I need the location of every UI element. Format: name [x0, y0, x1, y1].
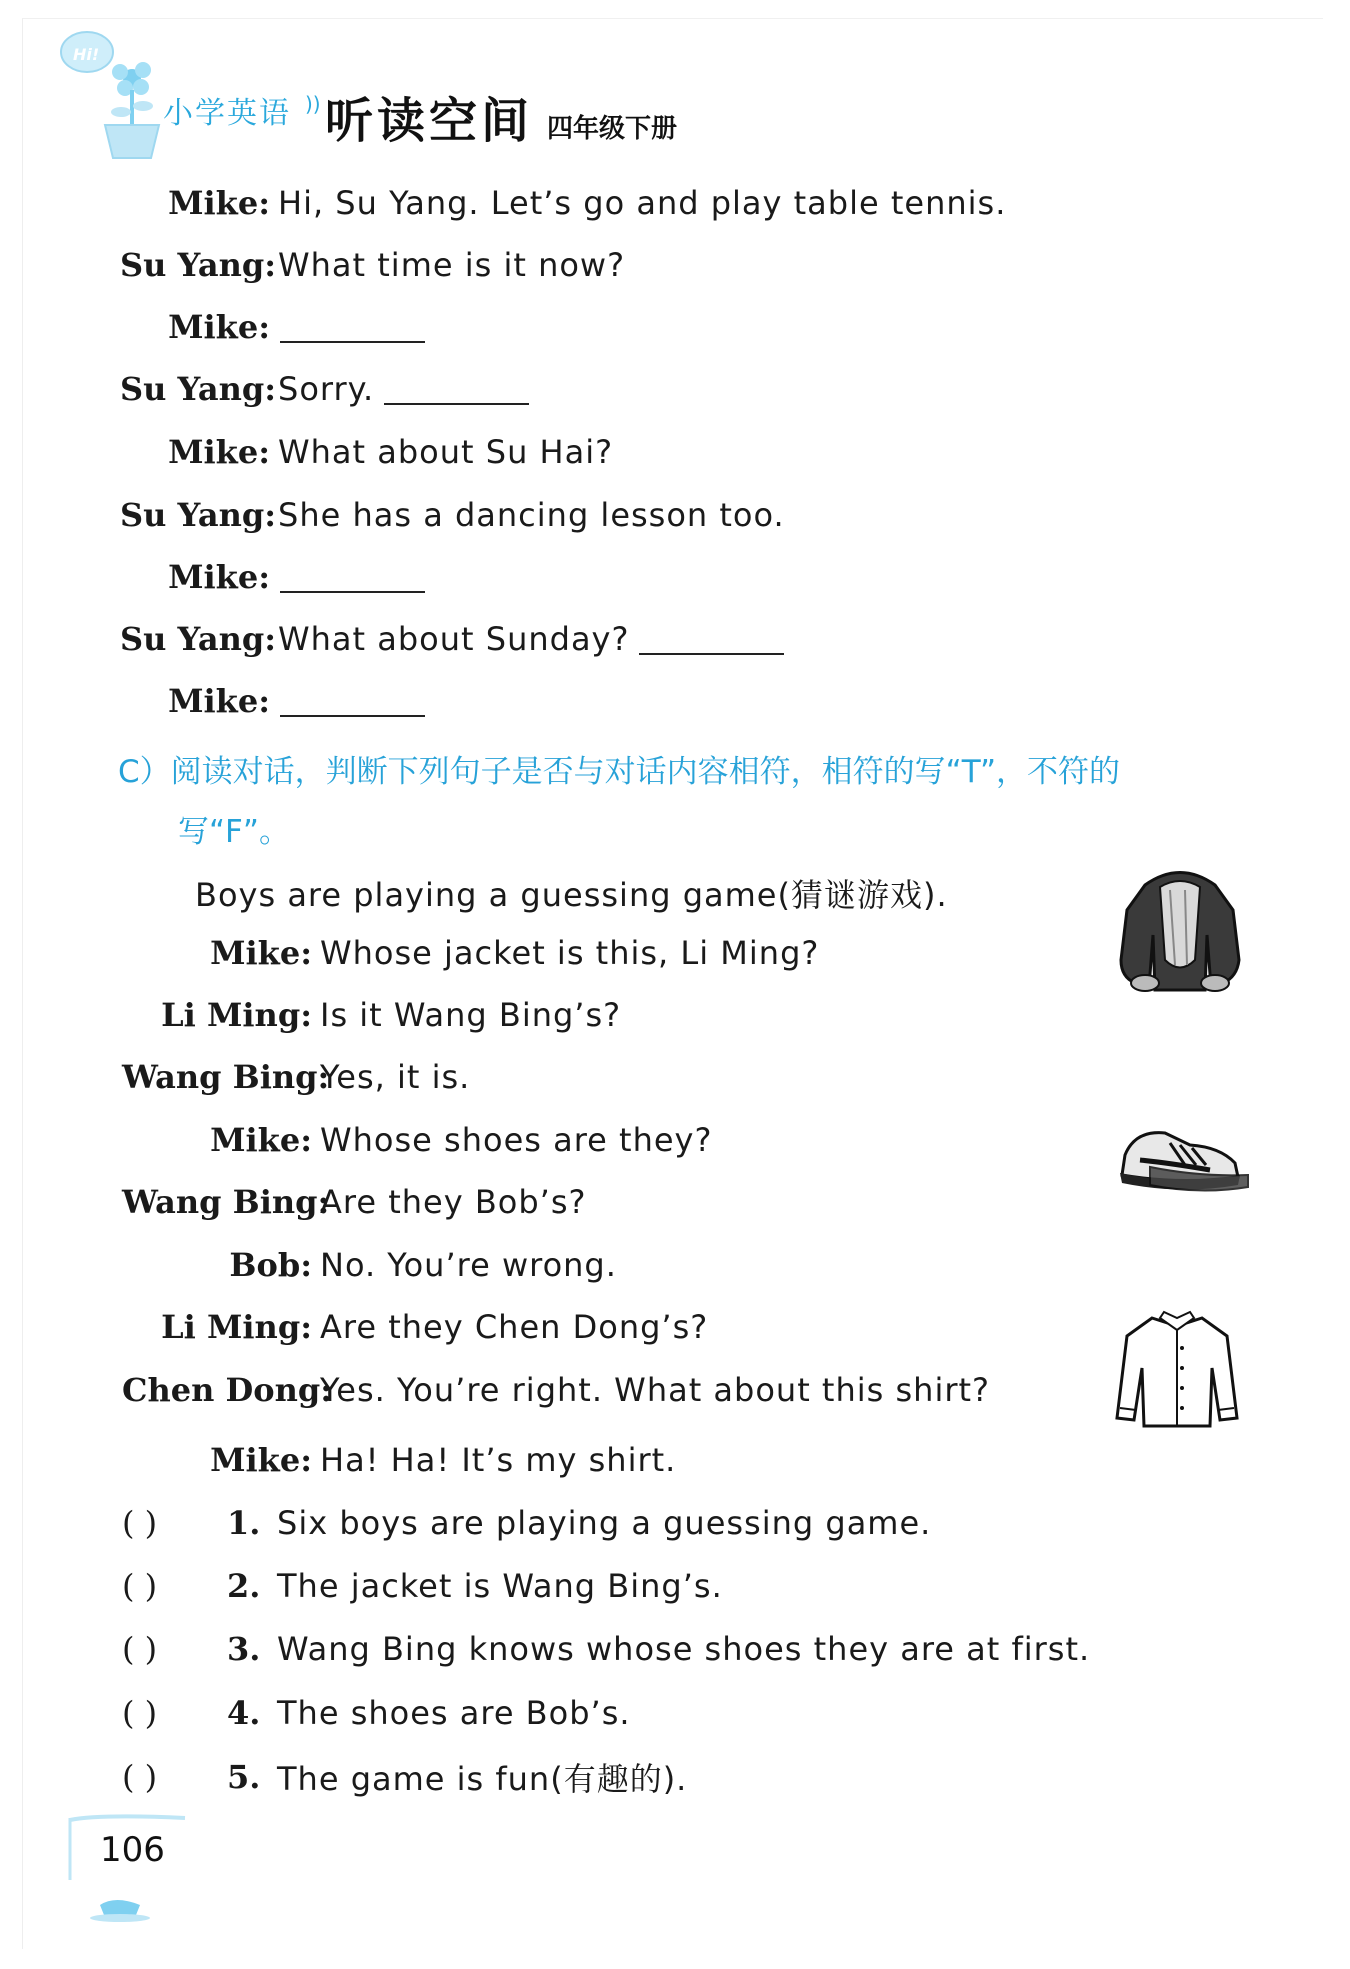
answer-parentheses[interactable]: ( ) — [122, 1567, 158, 1605]
speech-text: Is it Wang Bing’s? — [320, 996, 622, 1034]
answer-blank[interactable] — [280, 685, 425, 717]
speaker: Su Yang: — [120, 496, 277, 534]
question-text: Wang Bing knows whose shoes they are at first. — [277, 1630, 1091, 1668]
page-number-decoration — [60, 1810, 200, 1930]
question-number: 5. — [227, 1758, 261, 1796]
question-item — [122, 1561, 723, 1611]
speaker: Mike: — [168, 433, 270, 471]
speech-text: Sorry. — [278, 370, 375, 408]
game-intro: Boys are playing a guessing game(猜谜游戏). — [195, 876, 948, 914]
speaker: Chen Dong: — [122, 1371, 333, 1409]
speaker: Mike: — [168, 682, 270, 720]
speech-text: What time is it now? — [278, 246, 626, 284]
speaker: Mike: — [168, 308, 270, 346]
question-number: 3. — [227, 1630, 261, 1668]
speech-text: She has a dancing lesson too. — [278, 496, 785, 534]
dialogue-line — [120, 364, 529, 414]
shoes-icon — [1110, 1115, 1250, 1200]
answer-blank[interactable] — [280, 561, 425, 593]
speech-text: Whose jacket is this, Li Ming? — [320, 934, 820, 972]
speaker: Wang Bing: — [122, 1183, 330, 1221]
grade-label: 四年级下册 — [547, 114, 678, 144]
series-subtitle: 小学英语 — [163, 96, 291, 131]
dialogue-line — [120, 552, 425, 602]
dialogue-line — [120, 427, 613, 477]
dialogue-line — [122, 1052, 470, 1102]
speaker: Mike: — [210, 934, 312, 972]
speaker: Li Ming: — [161, 1308, 312, 1346]
question-item — [122, 1624, 1090, 1674]
speech-text: Whose shoes are they? — [320, 1121, 713, 1159]
question-text: Six boys are playing a guessing game. — [277, 1504, 932, 1542]
speaker: Bob: — [229, 1246, 312, 1284]
answer-parentheses[interactable]: ( ) — [122, 1504, 158, 1542]
answer-blank[interactable] — [384, 373, 529, 405]
instruction-line: C）阅读对话，判断下列句子是否与对话内容相符，相符的写“T”，不符的 — [118, 754, 1121, 790]
speech-text: Yes, it is. — [320, 1058, 471, 1096]
question-text: The game is fun(有趣的). — [277, 1760, 688, 1798]
dialogue-line — [120, 240, 625, 290]
question-item — [122, 1752, 687, 1802]
dialogue-line — [120, 302, 425, 352]
speaker: Su Yang: — [120, 370, 277, 408]
answer-blank[interactable] — [639, 623, 784, 655]
dialogue-line — [120, 614, 784, 664]
dialogue-line — [122, 1177, 587, 1227]
dialogue-line — [120, 178, 1006, 228]
dialogue-line — [122, 928, 819, 978]
shirt-icon — [1112, 1308, 1242, 1433]
speaker: Mike: — [168, 558, 270, 596]
question-number: 2. — [227, 1567, 261, 1605]
page-header — [55, 30, 775, 160]
answer-parentheses[interactable]: ( ) — [122, 1694, 158, 1732]
speech-text: What about Sunday? — [278, 620, 630, 658]
answer-parentheses[interactable]: ( ) — [122, 1758, 158, 1796]
answer-parentheses[interactable]: ( ) — [122, 1630, 158, 1668]
speaker: Mike: — [210, 1121, 312, 1159]
speaker: Su Yang: — [120, 246, 277, 284]
answer-blank[interactable] — [280, 311, 425, 343]
question-text: The jacket is Wang Bing’s. — [277, 1567, 723, 1605]
speaker: Li Ming: — [161, 996, 312, 1034]
jacket-icon — [1115, 865, 1245, 1000]
speaker: Mike: — [210, 1441, 312, 1479]
flower-pot-icon — [55, 30, 175, 160]
speech-text: Are they Bob’s? — [320, 1183, 587, 1221]
question-item — [122, 1688, 631, 1738]
speaker: Su Yang: — [120, 620, 277, 658]
speech-text: What about Su Hai? — [278, 433, 614, 471]
dialogue-line — [122, 1302, 708, 1352]
speaker: Wang Bing: — [122, 1058, 330, 1096]
dialogue-line — [122, 1365, 990, 1415]
section-c-instruction — [118, 742, 1248, 862]
sound-wave-icon: )) — [305, 92, 321, 116]
question-text: The shoes are Bob’s. — [277, 1694, 631, 1732]
dialogue-line — [122, 1115, 712, 1165]
dialogue-line — [120, 490, 785, 540]
dialogue-line — [122, 1240, 617, 1290]
hi-badge-text: Hi! — [73, 45, 100, 64]
speech-text: Ha! Ha! It’s my shirt. — [320, 1441, 677, 1479]
question-number: 1. — [227, 1504, 261, 1542]
speech-text: Hi, Su Yang. Let’s go and play table tennis. — [278, 184, 1007, 222]
book-title: 听读空间 — [325, 93, 534, 149]
dialogue-line — [122, 990, 621, 1040]
speaker: Mike: — [168, 184, 270, 222]
question-item — [122, 1498, 931, 1548]
speech-text: Yes. You’re right. What about this shirt? — [320, 1371, 991, 1409]
question-number: 4. — [227, 1694, 261, 1732]
dialogue-line — [122, 1435, 676, 1485]
speech-text: No. You’re wrong. — [320, 1246, 617, 1284]
instruction-line: 写“F”。 — [178, 814, 290, 850]
dialogue-line — [120, 676, 425, 726]
speech-text: Are they Chen Dong’s? — [320, 1308, 709, 1346]
page-number: 106 — [100, 1830, 165, 1870]
